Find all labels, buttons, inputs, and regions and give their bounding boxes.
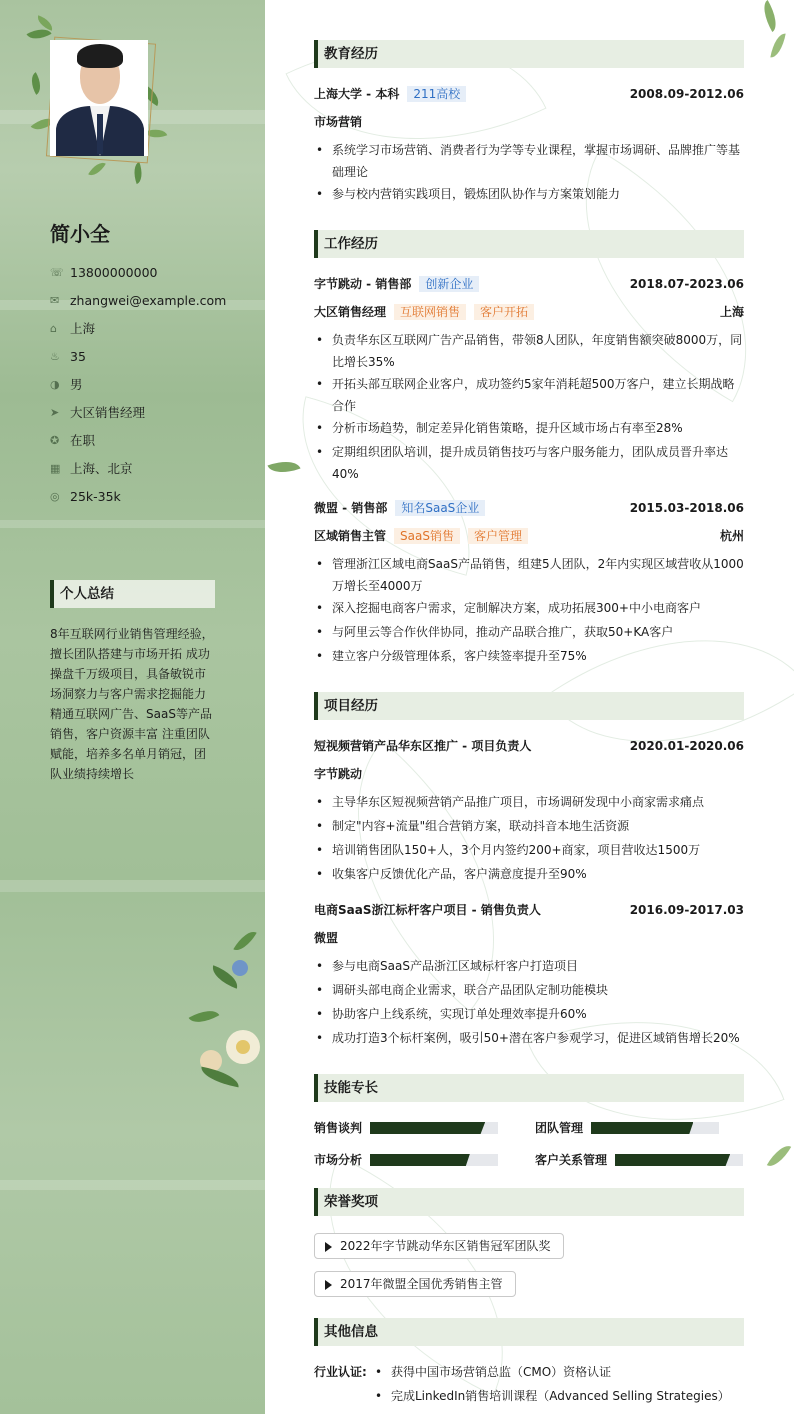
play-triangle-icon — [325, 1242, 332, 1252]
role-tag: 互联网销售 — [394, 304, 466, 320]
skill-name: 团队管理 — [535, 1121, 584, 1135]
list-item: • 管理浙江区域电商SaaS产品销售，组建5人团队，2年内实现区域营收从1000万增长至4000万 — [314, 553, 744, 597]
salary-icon: ◎ — [50, 489, 60, 503]
building-icon: ▦ — [50, 461, 61, 475]
projects-heading: 项目经历 — [314, 692, 744, 720]
education-major: 市场营销 — [314, 115, 363, 129]
list-item: • 获得中国市场营销总监（CMO）资格认证 — [373, 1361, 743, 1383]
contact-email: ✉ zhangwei@example.com — [50, 292, 227, 308]
play-triangle-icon — [325, 1280, 332, 1290]
job-company-row: 微盟 - 销售部 知名SaaS企业 2015.03-2018.06 — [314, 498, 744, 518]
list-item: • 深入挖掘电商客户需求，定制解决方案，成功拓展300+中小电商客户 — [314, 597, 744, 619]
list-item: • 制定"内容+流量"组合营销方案，联动抖音本地生活资源 — [314, 815, 744, 837]
skill-bar — [370, 1154, 498, 1166]
profile-photo-wreath — [28, 18, 173, 198]
project-period: 2016.09-2017.03 — [629, 903, 744, 917]
project-title-row: 电商SaaS浙江标杆客户项目 - 销售负责人 2016.09-2017.03 — [314, 900, 744, 920]
contact-salary: ◎ 25k-35k — [50, 488, 121, 504]
summary-text: 8年互联网行业销售管理经验，擅长团队搭建与市场开拓 成功操盘千万级项目，具备敏锐市场洞察力与客户需求挖掘能力 精通互联网广告、SaaS等产品销售，客户资源丰富 注重团队赋能，培养多名单月销冠，团队业绩持续增长 — [50, 627, 214, 781]
list-item: • 收集客户反馈优化产品，客户满意度提升至90% — [314, 863, 744, 885]
contact-location: ⌂ 上海 — [50, 321, 96, 336]
contact-city: ▦ 上海、北京 — [50, 461, 133, 476]
profile-name: 简小全 — [50, 222, 110, 246]
list-item: • 开拓头部互联网企业客户，成功签约5家年消耗超500万客户，建立长期战略合作 — [314, 373, 744, 417]
list-item: • 培训销售团队150+人，3个月内签约200+商家，项目营收达1500万 — [314, 839, 744, 861]
list-item: • 协助客户上线系统，实现订单处理效率提升60% — [314, 1003, 744, 1025]
list-item: • 调研头部电商企业需求，联合产品团队定制功能模块 — [314, 979, 744, 1001]
award-item: 2022年字节跳动华东区销售冠军团队奖 — [314, 1233, 564, 1259]
skill-bar — [615, 1154, 743, 1166]
list-item: • 主导华东区短视频营销产品推广项目，市场调研发现中小商家需求痛点 — [314, 791, 744, 813]
certification-label: 行业认证: — [314, 1365, 367, 1379]
job-role-row: 大区销售经理 互联网销售 客户开拓 上海 — [314, 302, 744, 322]
skills-heading: 技能专长 — [314, 1074, 744, 1102]
school-name: 上海大学 - 本科 — [314, 87, 400, 101]
project-org: 微盟 — [314, 931, 339, 945]
role-tag: 客户开拓 — [474, 304, 534, 320]
contact-phone: ☏ 13800000000 — [50, 264, 158, 280]
job-company-row: 字节跳动 - 销售部 创新企业 2018.07-2023.06 — [314, 274, 744, 294]
education-heading: 教育经历 — [314, 40, 744, 68]
work-heading: 工作经历 — [314, 230, 744, 258]
job-city: 上海 — [719, 305, 744, 319]
job-role-row: 区域销售主管 SaaS销售 客户管理 杭州 — [314, 526, 744, 546]
sidebar — [0, 0, 265, 1414]
send-icon: ➤ — [50, 405, 60, 419]
skill-bar — [591, 1122, 719, 1134]
status-icon: ✪ — [50, 433, 60, 447]
other-heading: 其他信息 — [314, 1318, 744, 1346]
role-tag: SaaS销售 — [394, 528, 460, 544]
list-item: • 与阿里云等合作伙伴协同，推动产品联合推广，获取50+KA客户 — [314, 621, 744, 643]
education-school-row — [314, 84, 744, 104]
list-item: • 成功打造3个标杆案例，吸引50+潜在客户参观学习，促进区域销售增长20% — [314, 1027, 744, 1049]
phone-icon: ☏ — [50, 265, 64, 279]
company-tag: 创新企业 — [419, 276, 479, 292]
list-item: • 分析市场趋势，制定差异化销售策略，提升区域市场占有率至28% — [314, 417, 744, 439]
award-item: 2017年微盟全国优秀销售主管 — [314, 1271, 516, 1297]
skill-name: 市场分析 — [314, 1153, 363, 1167]
contact-gender: ◑ 男 — [50, 377, 83, 392]
list-item: • 负责华东区互联网广告产品销售，带领8人团队，年度销售额突破8000万，同比增长35% — [314, 329, 744, 373]
project-org: 字节跳动 — [314, 767, 363, 781]
list-item: • 建立客户分级管理体系，客户续签率提升至75% — [314, 645, 744, 667]
school-tag: 211高校 — [407, 86, 466, 102]
mail-icon: ✉ — [50, 293, 60, 307]
job-period: 2015.03-2018.06 — [629, 501, 744, 515]
cake-icon: ♨ — [50, 349, 60, 363]
job-city: 杭州 — [719, 529, 744, 543]
project-period: 2020.01-2020.06 — [629, 739, 744, 753]
home-icon: ⌂ — [50, 321, 57, 335]
company-tag: 知名SaaS企业 — [395, 500, 485, 516]
job-period: 2018.07-2023.06 — [629, 277, 744, 291]
contact-position: ➤ 大区销售经理 — [50, 405, 146, 420]
skill-name: 销售谈判 — [314, 1121, 363, 1135]
summary-heading: 个人总结 — [50, 580, 215, 608]
skill-name: 客户关系管理 — [535, 1153, 608, 1167]
project-title-row: 短视频营销产品华东区推广 - 项目负责人 2020.01-2020.06 — [314, 736, 744, 756]
education-period: 2008.09-2012.06 — [629, 87, 744, 101]
list-item: • 参与电商SaaS产品浙江区域标杆客户打造项目 — [314, 955, 744, 977]
contact-status: ✪ 在职 — [50, 433, 96, 448]
list-item: • 完成LinkedIn销售培训课程（Advanced Selling Strategies） — [373, 1385, 743, 1407]
avatar — [50, 40, 148, 156]
skill-bar — [370, 1122, 498, 1134]
gender-icon: ◑ — [50, 377, 60, 391]
list-item: • 参与校内营销实践项目，锻炼团队协作与方案策划能力 — [314, 183, 744, 205]
list-item: • 系统学习市场营销、消费者行为学等专业课程，掌握市场调研、品牌推广等基础理论 — [314, 139, 744, 183]
contact-age: ♨ 35 — [50, 348, 86, 364]
role-tag: 客户管理 — [468, 528, 528, 544]
list-item: • 定期组织团队培训，提升成员销售技巧与客户服务能力，团队成员晋升率达40% — [314, 441, 744, 485]
contact-list — [50, 258, 226, 510]
awards-heading: 荣誉奖项 — [314, 1188, 744, 1216]
